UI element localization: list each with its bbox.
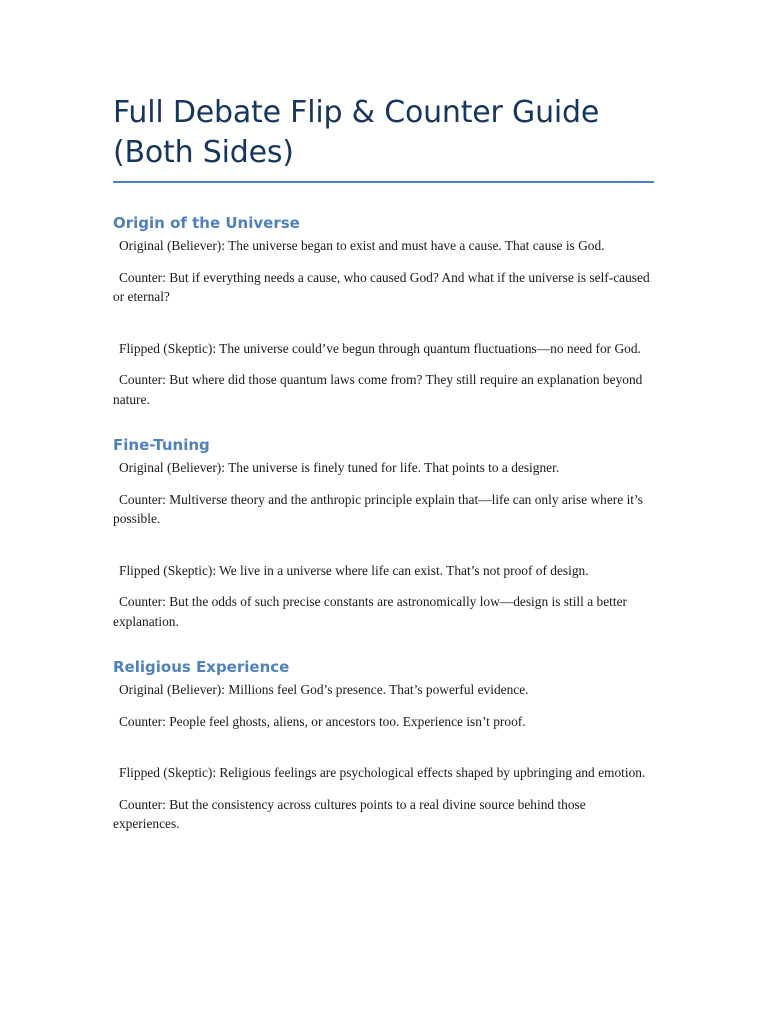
counter-argument-text: Counter: Multiverse theory and the anthropic principle explain that—life can only arise where it’s possible. <box>113 491 643 526</box>
counter-argument <box>113 370 654 409</box>
original-argument-text: Original (Believer): The universe began to exist and must have a cause. That cause is God. <box>119 238 605 253</box>
flipped-argument-text: Flipped (Skeptic): We live in a universe where life can exist. That’s not proof of design. <box>119 562 589 578</box>
counter-argument <box>113 795 654 834</box>
original-argument-text: Original (Believer): The universe is finely tuned for life. That points to a designer. <box>119 460 560 475</box>
section-heading: Fine-Tuning <box>113 436 210 454</box>
flipped-argument <box>113 561 654 581</box>
counter-argument-text: Counter: But if everything needs a cause, who caused God? And what if the universe is self-caused or eternal? <box>113 269 650 304</box>
section-heading: Origin of the Universe <box>113 214 300 232</box>
counter-argument-text: Counter: But the consistency across cultures points to a real divine source behind those experiences. <box>113 796 586 831</box>
flipped-argument <box>113 763 654 783</box>
original-argument <box>113 680 654 700</box>
document-body <box>113 93 654 834</box>
section-heading: Religious Experience <box>113 658 290 676</box>
section-religious-experience <box>113 657 654 834</box>
original-argument <box>113 458 654 478</box>
original-argument-text: Original (Believer): Millions feel God’s presence. That’s powerful evidence. <box>119 682 529 697</box>
counter-argument <box>113 592 654 631</box>
flipped-argument-text: Flipped (Skeptic): The universe could’ve begun through quantum fluctuations—no need for God. <box>119 340 641 356</box>
counter-argument <box>113 490 654 529</box>
counter-argument-text: Counter: People feel ghosts, aliens, or ancestors too. Experience isn’t proof. <box>119 713 526 729</box>
flipped-argument-text: Flipped (Skeptic): Religious feelings are psychological effects shaped by upbringing and emotion. <box>119 765 646 780</box>
counter-argument <box>113 268 654 307</box>
document-title: Full Debate Flip & Counter Guide (Both Sides) <box>113 93 654 183</box>
section-fine-tuning <box>113 435 654 631</box>
section-origin-of-the-universe <box>113 213 654 409</box>
counter-argument-text: Counter: But where did those quantum laws come from? They still require an explanation beyond nature. <box>113 372 643 407</box>
flipped-argument <box>113 339 654 359</box>
counter-argument <box>113 712 654 732</box>
original-argument <box>113 236 654 256</box>
counter-argument-text: Counter: But the odds of such precise constants are astronomically low—design is still a better explanation. <box>113 594 627 629</box>
